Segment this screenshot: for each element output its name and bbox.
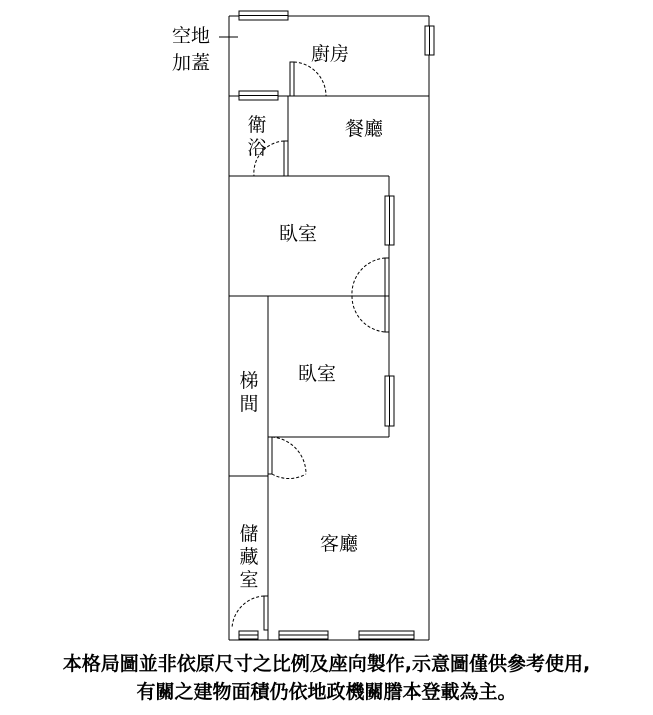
door-living: [268, 437, 306, 479]
room-label-bedroom-1: 臥室: [279, 223, 318, 245]
disclaimer-line-1: 本格局圖並非依原尺寸之比例及座向製作,示意圖僅供參考使用,: [62, 653, 591, 675]
room-label-kitchen: 廚房: [311, 43, 350, 65]
door-storage: [232, 596, 268, 630]
door-bedroom-1: [352, 258, 389, 296]
room-label-bedroom-2: 臥室: [298, 363, 337, 385]
room-label-bathroom: 衛浴: [247, 114, 267, 159]
window-kitchen-right: [425, 26, 434, 55]
door-bedroom-2: [352, 296, 389, 332]
door-kitchen: [290, 62, 326, 96]
room-label-stairwell: 梯間: [239, 370, 259, 415]
window-living-bottom-2: [359, 631, 414, 639]
window-bed2-right: [385, 376, 394, 426]
room-label-storage: 儲藏室: [239, 523, 259, 591]
window-bed1-right: [385, 196, 394, 245]
disclaimer-line-2: 有關之建物面積仍依地政機關謄本登載為主。: [136, 681, 517, 703]
annex-label-line-2: 加蓋: [172, 52, 211, 74]
room-label-dining: 餐廳: [345, 118, 384, 140]
room-label-living: 客廳: [320, 533, 359, 555]
window-living-bottom-1: [279, 631, 328, 639]
annex-label: [172, 23, 210, 77]
window-storage-bottom: [239, 631, 258, 639]
window-bath-top: [239, 91, 278, 100]
window-annex-top: [239, 11, 288, 20]
annex-label-line-1: 空地: [172, 25, 211, 47]
